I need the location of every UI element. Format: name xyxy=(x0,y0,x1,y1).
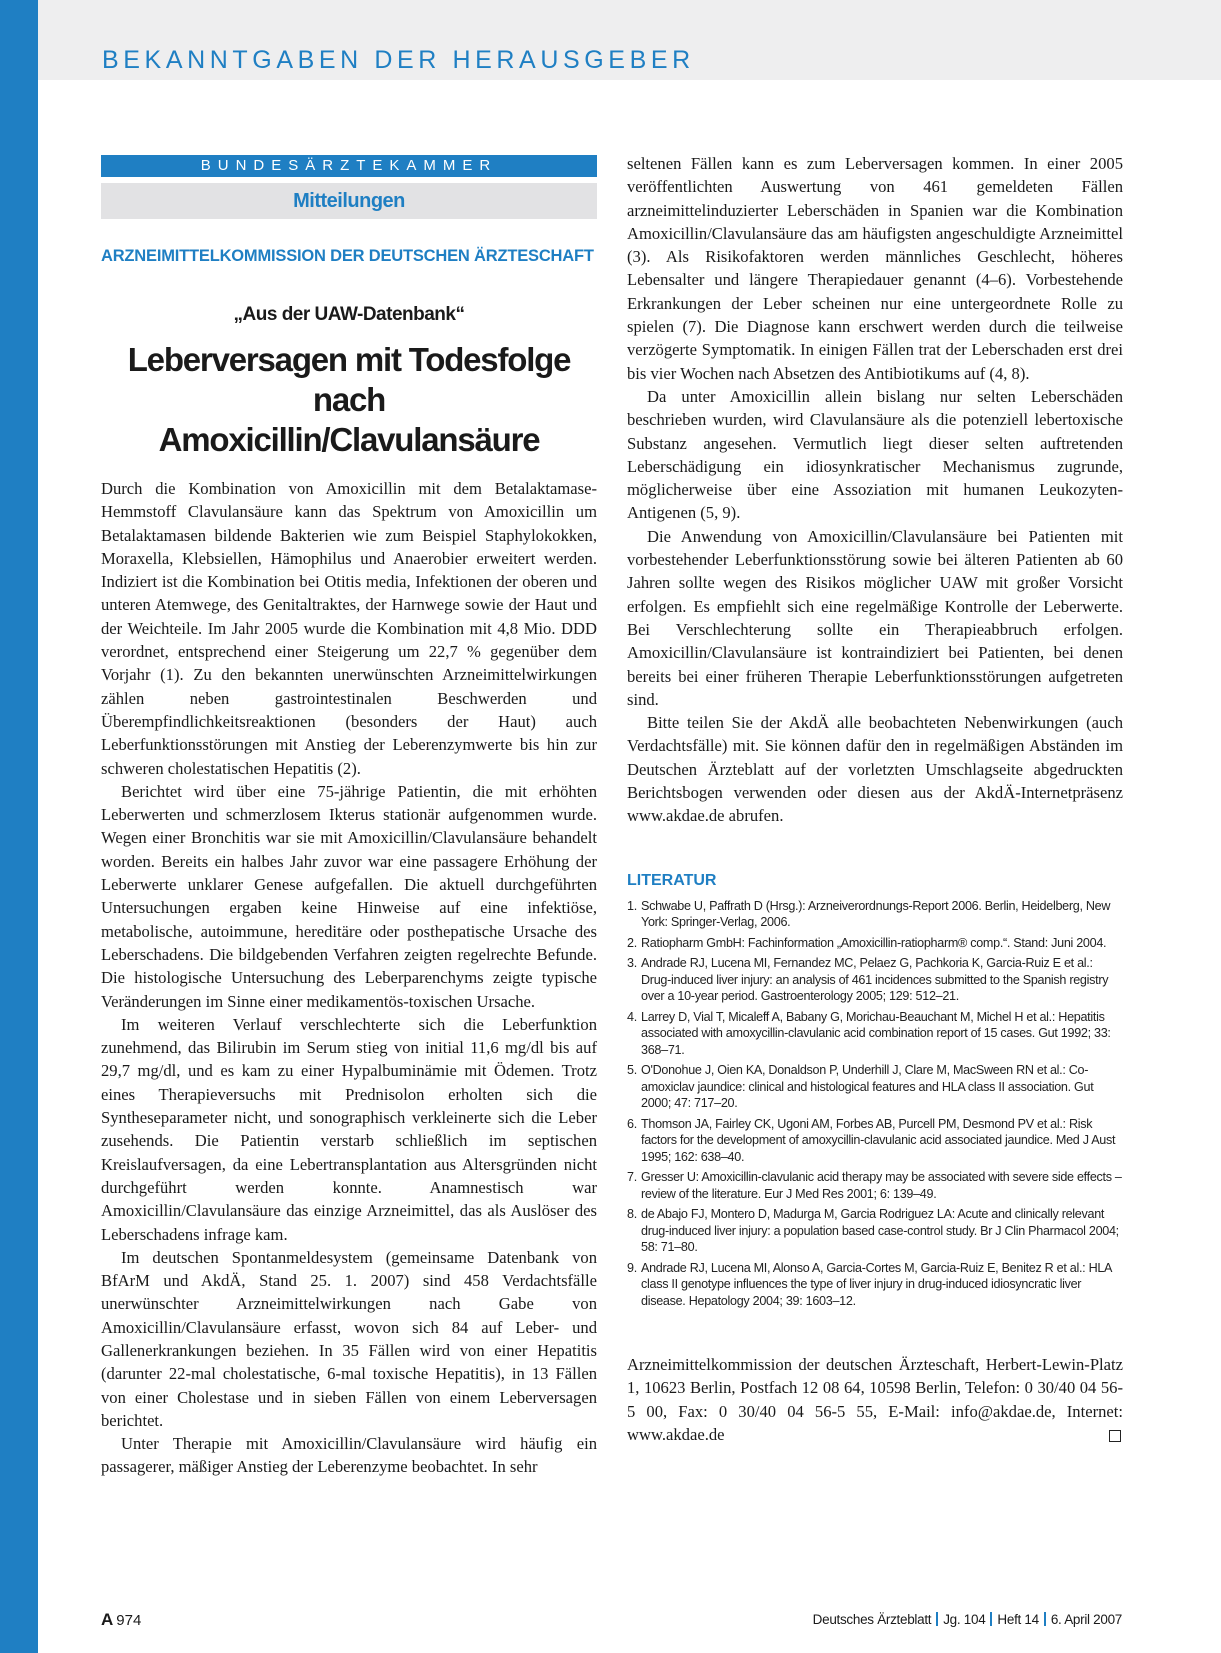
reference-item xyxy=(627,935,1123,952)
rubric-bar: Mitteilungen xyxy=(101,183,597,219)
journal-name: Deutsches Ärzteblatt xyxy=(812,1612,932,1627)
reference-number: 1. xyxy=(627,898,637,913)
headline-line-2: Amoxicillin/Clavulansäure xyxy=(158,421,540,458)
reference-item xyxy=(627,1116,1123,1166)
contact-text: Arzneimittelkommission der deutschen Ärzteschaft, Herbert-Lewin-Platz 1, 10623 Berlin, Postfach 12 08 64, 10598 Berlin, Telefon: 0 30/40 04 56-5 00, Fax: 0 30/40 04 56-5 55, E-Mail: info@akdae.de, Internet: www.akdae.de xyxy=(627,1355,1123,1444)
organization-bar: BUNDESÄRZTEKAMMER xyxy=(101,155,597,177)
contact-block xyxy=(627,1353,1123,1446)
page-number-value: 974 xyxy=(116,1612,142,1629)
page-number xyxy=(101,1610,141,1630)
reference-item xyxy=(627,1169,1123,1202)
reference-text: de Abajo FJ, Montero D, Madurga M, Garcia Rodriguez LA: Acute and clinically relevant drug-induced liver injury: a population based case-control study. Br J Clin Pharmacol 2004; 58: 71–80. xyxy=(641,1207,1119,1255)
reference-text: Andrade RJ, Lucena MI, Fernandez MC, Pelaez G, Pachkoria K, Garcia-Ruiz E et al.: Drug-induced liver injury: an analysis of 461 incidences submitted to the Spanish registry over a 10-year period. Gastroenterology 2005; 129: 512–21. xyxy=(641,956,1109,1004)
body-paragraph: Bitte teilen Sie der AkdÄ alle beobachteten Nebenwirkungen (auch Verdachtsfälle) mit. Sie können dafür den in regelmäßigen Abständen im Deutschen Ärzteblatt auf der vorletzten Umschlagseite abgedruckten Berichtsbogen verwenden oder diesen aus der AkdÄ-Internetpräsenz www.akdae.de abrufen. xyxy=(627,713,1123,826)
reference-number: 4. xyxy=(627,1009,637,1024)
article-headline xyxy=(101,340,597,460)
reference-item xyxy=(627,1206,1123,1256)
reference-text: Ratiopharm GmbH: Fachinformation „Amoxicillin-ratiopharm® comp.“. Stand: Juni 2004. xyxy=(641,935,1107,950)
series-title: „Aus der UAW-Datenbank“ xyxy=(233,304,465,325)
body-paragraph: Berichtet wird über eine 75-jährige Patientin, die mit erhöhten Leberwerten und schmerzlosem Ikterus stationär aufgenommen wurde. Wegen einer Bronchitis war sie mit Amoxicillin/Clavulansäure behandelt worden. Bereits ein halbes Jahr zuvor war eine passagere Erhöhung der Leberwerte unklarer Genese aufgefallen. Die aktuell durchgeführten Untersuchungen ergaben keine Hinweise auf eine infektiöse, metabolische, autoimmune, hereditäre oder posthepatische Ursache des Leberschadens. Die bildgebenden Verfahren zeigten regelrechte Befunde. Die histologische Untersuchung des Leberparenchyms zeigte typische Veränderungen im Sinne einer medikamentös-toxischen Ursache. xyxy=(101,781,597,1011)
commission-heading: ARZNEIMITTELKOMMISSION DER DEUTSCHEN ÄRZTESCHAFT xyxy=(101,247,594,265)
body-paragraph: Im weiteren Verlauf verschlechterte sich die Leberfunktion zunehmend, das Bilirubin im Serum stieg von initial 11,6 mg/dl bis auf 29,7 mg/dl, und es kam zu einer Hypalbuminämie mit Ödemen. Trotz eines Therapieversuchs mit Prednisolon erholten sich die Syntheseparameter nicht, und sonographisch verkleinerte sich die Leber zusehends. Die Patientin verstarb schließlich im septischen Kreislaufversagen, da eine Lebertransplantation aus Altersgründen nicht durchgeführt werden konnte. Anamnestisch war Amoxicillin/Clavulansäure das einzige Arzneimittel, das als Auslöser des Leberschadens infrage kam. xyxy=(101,1014,597,1244)
reference-number: 8. xyxy=(627,1207,637,1222)
reference-list xyxy=(627,898,1123,1310)
body-paragraph: Unter Therapie mit Amoxicillin/Clavulansäure wird häufig ein passagerer, mäßiger Anstieg der Leberenzyme beobachtet. In sehr xyxy=(101,1434,597,1477)
reference-text: Thomson JA, Fairley CK, Ugoni AM, Forbes AB, Purcell PM, Desmond PV et al.: Risk factors for the development of amoxycillin-clavulanic acid associated jaundice. Med J Aust 1995; 162: 638–40. xyxy=(641,1116,1116,1164)
reference-number: 6. xyxy=(627,1116,637,1131)
body-paragraph: Da unter Amoxicillin allein bislang nur selten Leberschäden beschrieben wurden, wird Clavulansäure als die potenziell lebertoxische Substanz angesehen. Vermutlich liegt dieser selten auftretenden Leberschädigung ein idiosynkratischer Mechanismus zugrunde, möglicherweise über eine Assoziation mit humanen Leukozyten-Antigenen (5, 9). xyxy=(627,386,1123,523)
reference-item xyxy=(627,1009,1123,1059)
left-body-text xyxy=(101,477,597,1479)
body-paragraph: Im deutschen Spontanmeldesystem (gemeinsame Datenbank von BfArM und AkdÄ, Stand 25. 1. 2007) sind 458 Verdachtsfälle unerwünschter Arzneimittelwirkungen nach Gabe von Amoxicillin/Clavulansäure erfasst, wovon sich 84 auf Leber- und Gallenerkrankungen beziehen. In 35 Fällen wird von einer Hepatitis (darunter 22-mal cholestatische, 6-mal toxische Hepatitis), in 13 Fällen von einer Cholestase und in sieben Fällen von einem Leberversagen berichtet. xyxy=(101,1247,597,1430)
reference-item xyxy=(627,1260,1123,1310)
left-column xyxy=(101,155,597,1479)
right-column xyxy=(627,152,1123,1446)
footer-separator xyxy=(936,1612,938,1626)
reference-text: Gresser U: Amoxicillin-clavulanic acid therapy may be associated with severe side effects – review of the literature. Eur J Med Res 2001; 6: 139–49. xyxy=(641,1170,1122,1201)
end-of-article-box-icon xyxy=(1109,1430,1121,1442)
page-prefix: A xyxy=(101,1610,114,1629)
literature-heading: LITERATUR xyxy=(627,871,717,889)
reference-text: Andrade RJ, Lucena MI, Alonso A, Garcia-Cortes M, Garcia-Ruiz E, Benitez R et al.: HLA class II genotype influences the type of liver injury in drug-induced idiosyncratic liver disease. Hepatology 2004; 39: 1603–12. xyxy=(641,1260,1112,1308)
side-accent-bar xyxy=(0,0,38,1653)
journal-issue: Heft 14 xyxy=(997,1612,1039,1627)
reference-item xyxy=(627,955,1123,1005)
body-paragraph: Durch die Kombination von Amoxicillin mit dem Betalaktamase-Hemmstoff Clavulansäure kann das Spektrum von Amoxicillin um Betalaktamasen bildende Bakterien wie zum Beispiel Staphylokokken, Moraxella, Klebsiellen, Hämophilus und Anaerobier erweitert werden. Indiziert ist die Kombination bei Otitis media, Infektionen der oberen und unteren Atemwege, des Genitaltraktes, der Harnwege sowie der Haut und der Weichteile. Im Jahr 2005 wurde die Kombination mit 4,8 Mio. DDD verordnet, entsprechend einer Steigerung um 22,7 % gegenüber dem Vorjahr (1). Zu den bekannten unerwünschten Arzneimittelwirkungen zählen neben gastrointestinalen Beschwerden und Überempfindlichkeitsreaktionen (besonders der Haut) auch Leberfunktionsstörungen mit Anstieg der Leberenzymwerte bis hin zur schweren cholestatischen Hepatitis (2). xyxy=(101,479,597,778)
journal-date: 6. April 2007 xyxy=(1050,1612,1122,1627)
section-title: BEKANNTGABEN DER HERAUSGEBER xyxy=(102,46,695,74)
reference-text: O'Donohue J, Oien KA, Donaldson P, Underhill J, Clare M, MacSween RN et al.: Co-amoxiclav jaundice: clinical and histological features and HLA class II association. Gut 2000; 47: 717–20. xyxy=(641,1063,1094,1111)
reference-number: 9. xyxy=(627,1260,637,1275)
reference-number: 3. xyxy=(627,956,637,971)
reference-text: Schwabe U, Paffrath D (Hrsg.): Arzneiverordnungs-Report 2006. Berlin, Heidelberg, New York: Springer-Verlag, 2006. xyxy=(641,898,1111,930)
reference-item xyxy=(627,898,1123,931)
journal-footer xyxy=(813,1612,1122,1627)
reference-text: Larrey D, Vial T, Micaleff A, Babany G, Morichau-Beauchant M, Michel H et al.: Hepatitis associated with amoxycillin-clavulanic acid combination report of 15 cases. Gut 1992; 33: 368–71. xyxy=(641,1009,1111,1057)
footer-separator xyxy=(990,1612,992,1626)
headline-line-1: Leberversagen mit Todesfolge nach xyxy=(127,341,571,418)
body-paragraph: Die Anwendung von Amoxicillin/Clavulansäure bei Patienten mit vorbestehender Leberfunktionsstörung sowie bei älteren Patienten ab 60 Jahren sollte wegen des Risikos möglicher UAW mit großer Vorsicht erfolgen. Es empfiehlt sich eine regelmäßige Kontrolle der Leberwerte. Bei Verschlechterung sollte ein Therapieabbruch erfolgen. Amoxicillin/Clavulansäure ist kontraindiziert bei Patienten, bei denen bereits bei einer früheren Therapie Leberfunktionsstörungen aufgetreten sind. xyxy=(627,526,1123,709)
reference-number: 7. xyxy=(627,1170,637,1185)
reference-number: 5. xyxy=(627,1063,637,1078)
body-paragraph: seltenen Fällen kann es zum Leberversagen kommen. In einer 2005 veröffentlichten Auswertung von 461 gemeldeten Fällen arzneimittelinduzierter Leberschäden in Spanien war die Kombination Amoxicillin/Clavulansäure das am häufigsten angeschuldigte Arzneimittel (3). Als Risikofaktoren werden männliches Geschlecht, höheres Lebensalter und längere Therapiedauer genannt (4–6). Vorbestehende Erkrankungen der Leber scheinen nur eine untergeordnete Rolle zu spielen (7). Die Diagnose kann erschwert werden durch die teilweise verzögerte Symptomatik. In einigen Fällen trat der Leberschaden erst drei bis vier Wochen nach Absetzen des Antibiotikums auf (4, 8). xyxy=(627,154,1123,383)
reference-number: 2. xyxy=(627,935,637,950)
footer-separator xyxy=(1044,1612,1046,1626)
reference-item xyxy=(627,1062,1123,1112)
journal-volume: Jg. 104 xyxy=(943,1612,986,1627)
